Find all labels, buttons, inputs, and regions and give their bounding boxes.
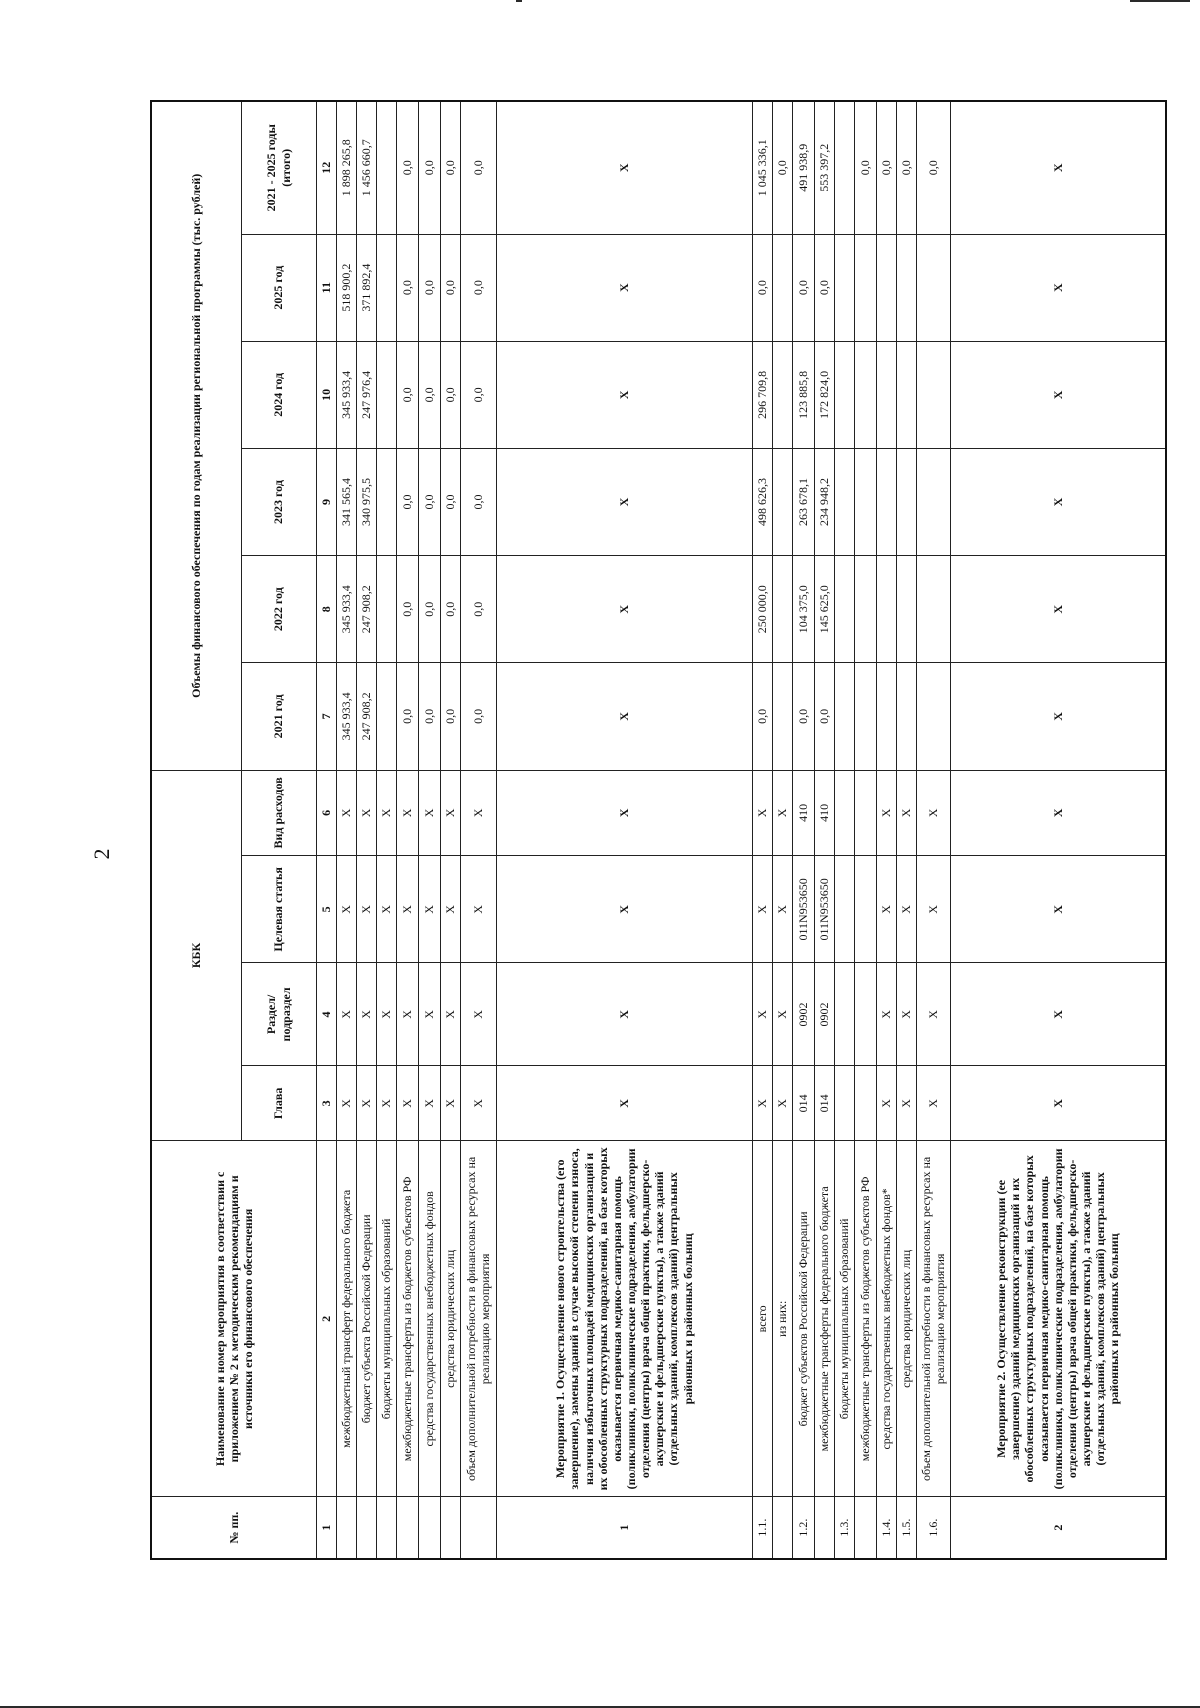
table-row — [440, 101, 460, 1559]
value-2024 — [854, 341, 876, 448]
header-year-2025: 2025 год — [241, 234, 316, 341]
value-total: 0,0 — [460, 101, 496, 234]
row-name: средства юридических лиц — [896, 1141, 916, 1497]
value-2025: 0,0 — [814, 234, 834, 341]
value-2025: 0,0 — [396, 234, 418, 341]
value-2021: 0,0 — [440, 663, 460, 770]
row-number — [854, 1497, 876, 1559]
value-2021: 0,0 — [792, 663, 814, 770]
value-total: 0,0 — [418, 101, 440, 234]
column-number: 3 — [316, 1066, 336, 1141]
header-year-2024: 2024 год — [241, 341, 316, 448]
kbk-vid-cell: Х — [772, 770, 792, 856]
header-col-no: № пп. — [151, 1497, 316, 1559]
value-total: 0,0 — [396, 101, 418, 234]
value-total: 0,0 — [772, 101, 792, 234]
kbk-statya-cell: Х — [772, 856, 792, 963]
column-number: 2 — [316, 1141, 336, 1497]
value-2022 — [834, 556, 854, 663]
kbk-razdel-cell: Х — [440, 963, 460, 1066]
value-2025 — [896, 234, 916, 341]
header-kbk: КБК — [151, 770, 241, 1141]
value-2025 — [854, 234, 876, 341]
value-2022: 145 625,0 — [814, 556, 834, 663]
scan-mark — [516, 0, 522, 2]
kbk-vid-cell: 410 — [814, 770, 834, 856]
value-2021: 247 908,2 — [356, 663, 376, 770]
header-kbk-razdel: Раздел/ подраздел — [241, 963, 316, 1066]
kbk-vid-cell: Х — [376, 770, 396, 856]
kbk-statya-cell: Х — [896, 856, 916, 963]
value-2021: 0,0 — [396, 663, 418, 770]
value-2023: 263 678,1 — [792, 448, 814, 555]
kbk-razdel-cell: Х — [916, 963, 950, 1066]
kbk-glava-cell: Х — [356, 1066, 376, 1141]
value-2022 — [876, 556, 896, 663]
value-2022: 0,0 — [396, 556, 418, 663]
value-2022 — [772, 556, 792, 663]
value-2021 — [376, 663, 396, 770]
row-number — [336, 1497, 356, 1559]
kbk-vid-cell: Х — [950, 770, 1166, 856]
row-number: 1.3. — [834, 1497, 854, 1559]
value-2024: 172 824,0 — [814, 341, 834, 448]
kbk-statya-cell: 011N953650 — [814, 856, 834, 963]
kbk-vid-cell: Х — [356, 770, 376, 856]
kbk-glava-cell: Х — [396, 1066, 418, 1141]
kbk-vid-cell: 410 — [792, 770, 814, 856]
kbk-glava-cell: 014 — [792, 1066, 814, 1141]
value-2022 — [376, 556, 396, 663]
value-total: 0,0 — [854, 101, 876, 234]
financing-table — [150, 100, 1167, 1560]
column-number: 10 — [316, 341, 336, 448]
kbk-razdel-cell: Х — [376, 963, 396, 1066]
row-name: межбюджетные трансферты из бюджетов субъектов РФ — [396, 1141, 418, 1497]
kbk-statya-cell: Х — [752, 856, 772, 963]
value-2023: 0,0 — [440, 448, 460, 555]
value-2023 — [834, 448, 854, 555]
kbk-razdel-cell: Х — [752, 963, 772, 1066]
kbk-glava-cell: Х — [460, 1066, 496, 1141]
header-kbk-glava: Глава — [241, 1066, 316, 1141]
value-total: 1 045 336,1 — [752, 101, 772, 234]
column-number: 6 — [316, 770, 336, 856]
value-2023: Х — [496, 448, 752, 555]
value-2023 — [772, 448, 792, 555]
kbk-razdel-cell — [854, 963, 876, 1066]
row-name: бюджет субъектов Российской Федерации — [792, 1141, 814, 1497]
kbk-glava-cell: Х — [336, 1066, 356, 1141]
value-total: 491 938,9 — [792, 101, 814, 234]
row-name: Мероприятие 2. Осуществление реконструкции (ее завершение) зданий медицинских организаций и их обособленных структурных подразделений, на базе которых оказывается первичная медико-санитарная помощь (поликлиники, поликлинические подразделения, амбулатории отделения (центры) врача общей практики, фельдшерско-акушерские и фельдшерские пункты), а также зданий (отдельных зданий, комплексов зданий) центральных районных и районных больниц — [950, 1141, 1166, 1497]
kbk-vid-cell: Х — [876, 770, 896, 856]
kbk-statya-cell: Х — [876, 856, 896, 963]
value-2022 — [896, 556, 916, 663]
row-number: 1 — [496, 1497, 752, 1559]
kbk-glava-cell: Х — [876, 1066, 896, 1141]
kbk-razdel-cell: Х — [896, 963, 916, 1066]
row-number — [460, 1497, 496, 1559]
value-2021 — [876, 663, 896, 770]
value-2025: 0,0 — [792, 234, 814, 341]
kbk-statya-cell: Х — [496, 856, 752, 963]
value-total: 553 397,2 — [814, 101, 834, 234]
row-number: 2 — [950, 1497, 1166, 1559]
kbk-vid-cell: Х — [336, 770, 356, 856]
value-2023 — [916, 448, 950, 555]
kbk-vid-cell: Х — [440, 770, 460, 856]
value-2023 — [854, 448, 876, 555]
value-2023 — [376, 448, 396, 555]
row-name: средства государственных внебюджетных фондов — [418, 1141, 440, 1497]
table-row — [916, 101, 950, 1559]
value-2023: Х — [950, 448, 1166, 555]
value-2024: 345 933,4 — [336, 341, 356, 448]
kbk-vid-cell: Х — [396, 770, 418, 856]
value-2021 — [916, 663, 950, 770]
page-number: 2 — [89, 848, 114, 860]
value-2024: 247 976,4 — [356, 341, 376, 448]
value-total — [376, 101, 396, 234]
table-row — [792, 101, 814, 1559]
column-number: 9 — [316, 448, 336, 555]
row-name: средства государственных внебюджетных фондов* — [876, 1141, 896, 1497]
value-2025: Х — [496, 234, 752, 341]
column-number: 5 — [316, 856, 336, 963]
table-row — [854, 101, 876, 1559]
row-number: 1.2. — [792, 1497, 814, 1559]
value-2022: 0,0 — [418, 556, 440, 663]
value-2022: Х — [496, 556, 752, 663]
value-2024 — [772, 341, 792, 448]
row-name: из них: — [772, 1141, 792, 1497]
kbk-vid-cell — [854, 770, 876, 856]
header-row-1 — [151, 101, 241, 1559]
header-year-2021: 2021 год — [241, 663, 316, 770]
kbk-vid-cell — [834, 770, 854, 856]
kbk-statya-cell: Х — [460, 856, 496, 963]
kbk-vid-cell: Х — [418, 770, 440, 856]
row-name: Мероприятие 1. Осуществление нового строительства (его завершение), замены зданий в случае высокой степени износа, наличия избыточных площадей медицинских организаций и их обособленных структурных подразделений, на базе которых оказывается первичная медико-санитарная помощь (поликлиники, поликлинические подразделения, амбулатории отделения (центры) врача общей практики, фельдшерско-акушерские и фельдшерские пункты), а также зданий (отдельных зданий, комплексов зданий) центральных районных и районных больниц — [496, 1141, 752, 1497]
kbk-glava-cell: Х — [440, 1066, 460, 1141]
kbk-statya-cell: Х — [376, 856, 396, 963]
value-2024 — [834, 341, 854, 448]
rotated-page — [150, 100, 1122, 1560]
row-number — [418, 1497, 440, 1559]
header-kbk-vid: Вид расходов — [241, 770, 316, 856]
kbk-glava-cell: 014 — [814, 1066, 834, 1141]
table-row — [376, 101, 396, 1559]
column-number: 12 — [316, 101, 336, 234]
value-2024 — [376, 341, 396, 448]
column-number-row — [316, 101, 336, 1559]
value-2021: 0,0 — [460, 663, 496, 770]
row-name: бюджет субъекта Российской Федерации — [356, 1141, 376, 1497]
value-2024: Х — [496, 341, 752, 448]
row-number — [772, 1497, 792, 1559]
table-row — [396, 101, 418, 1559]
value-2025: 0,0 — [440, 234, 460, 341]
value-2024 — [896, 341, 916, 448]
value-2021: 0,0 — [814, 663, 834, 770]
value-2025: 0,0 — [460, 234, 496, 341]
value-2023 — [876, 448, 896, 555]
table-row — [896, 101, 916, 1559]
value-2025: 371 892,4 — [356, 234, 376, 341]
row-name: объем дополнительной потребности в финансовых ресурсах на реализацию мероприятия — [916, 1141, 950, 1497]
value-2023: 340 975,5 — [356, 448, 376, 555]
value-total: 0,0 — [916, 101, 950, 234]
table-row — [772, 101, 792, 1559]
kbk-vid-cell: Х — [496, 770, 752, 856]
kbk-razdel-cell: Х — [772, 963, 792, 1066]
row-number: 1.4. — [876, 1497, 896, 1559]
value-2022: 247 908,2 — [356, 556, 376, 663]
kbk-razdel-cell: Х — [460, 963, 496, 1066]
header-year-2022: 2022 год — [241, 556, 316, 663]
value-total: 0,0 — [440, 101, 460, 234]
row-name: межбюджетный трансферт федерального бюджета — [336, 1141, 356, 1497]
value-2021: Х — [950, 663, 1166, 770]
table-row — [814, 101, 834, 1559]
value-total: Х — [496, 101, 752, 234]
kbk-vid-cell: Х — [460, 770, 496, 856]
value-2022 — [916, 556, 950, 663]
value-2024: Х — [950, 341, 1166, 448]
value-2021: 0,0 — [752, 663, 772, 770]
kbk-statya-cell: 011N953650 — [792, 856, 814, 963]
kbk-vid-cell: Х — [916, 770, 950, 856]
kbk-razdel-cell: Х — [356, 963, 376, 1066]
value-2024: 0,0 — [440, 341, 460, 448]
kbk-razdel-cell: 0902 — [814, 963, 834, 1066]
value-2024: 123 885,8 — [792, 341, 814, 448]
kbk-glava-cell: Х — [376, 1066, 396, 1141]
kbk-statya-cell: Х — [950, 856, 1166, 963]
scan-mark — [1130, 0, 1190, 2]
kbk-statya-cell — [834, 856, 854, 963]
row-number — [356, 1497, 376, 1559]
value-2022: 0,0 — [460, 556, 496, 663]
value-2023: 0,0 — [396, 448, 418, 555]
value-total: 0,0 — [876, 101, 896, 234]
table-row — [356, 101, 376, 1559]
value-2023: 0,0 — [460, 448, 496, 555]
value-2025 — [834, 234, 854, 341]
table-row — [460, 101, 496, 1559]
kbk-razdel-cell: Х — [950, 963, 1166, 1066]
kbk-razdel-cell: Х — [496, 963, 752, 1066]
kbk-statya-cell: Х — [418, 856, 440, 963]
row-number — [376, 1497, 396, 1559]
value-2025: 0,0 — [418, 234, 440, 341]
value-2022: 0,0 — [440, 556, 460, 663]
value-2024 — [916, 341, 950, 448]
kbk-glava-cell — [834, 1066, 854, 1141]
kbk-statya-cell: Х — [396, 856, 418, 963]
kbk-razdel-cell: Х — [876, 963, 896, 1066]
value-2023: 0,0 — [418, 448, 440, 555]
value-total: 1 456 660,7 — [356, 101, 376, 234]
value-2025: 518 900,2 — [336, 234, 356, 341]
kbk-glava-cell: Х — [916, 1066, 950, 1141]
value-2024 — [876, 341, 896, 448]
value-2022: 104 375,0 — [792, 556, 814, 663]
value-2024: 296 709,8 — [752, 341, 772, 448]
row-number: 1.5. — [896, 1497, 916, 1559]
kbk-glava-cell: Х — [418, 1066, 440, 1141]
value-2024: 0,0 — [396, 341, 418, 448]
header-volumes: Объемы финансового обеспечения по годам реализации региональной программы (тыс. рублей) — [151, 101, 241, 770]
column-number: 7 — [316, 663, 336, 770]
table-row — [496, 101, 752, 1559]
table-row — [752, 101, 772, 1559]
column-number: 1 — [316, 1497, 336, 1559]
value-2025: 0,0 — [752, 234, 772, 341]
kbk-glava-cell: Х — [772, 1066, 792, 1141]
value-2022 — [854, 556, 876, 663]
kbk-razdel-cell — [834, 963, 854, 1066]
header-total: 2021 - 2025 годы (итого) — [241, 101, 316, 234]
value-total: Х — [950, 101, 1166, 234]
row-number: 1.1. — [752, 1497, 772, 1559]
kbk-razdel-cell: 0902 — [792, 963, 814, 1066]
row-name: межбюджетные трансферты из бюджетов субъектов РФ — [854, 1141, 876, 1497]
kbk-statya-cell: Х — [916, 856, 950, 963]
column-number: 4 — [316, 963, 336, 1066]
value-2021: Х — [496, 663, 752, 770]
kbk-razdel-cell: Х — [396, 963, 418, 1066]
value-2025: Х — [950, 234, 1166, 341]
header-year-2023: 2023 год — [241, 448, 316, 555]
row-name: бюджеты муниципальных образований — [376, 1141, 396, 1497]
table-row — [876, 101, 896, 1559]
value-2021 — [834, 663, 854, 770]
value-2021 — [854, 663, 876, 770]
header-col-name: Наименование и номер мероприятия в соответствии с приложением № 2 к методическим рекомендациям и источники его финансового обеспечения — [151, 1141, 316, 1497]
value-2023 — [896, 448, 916, 555]
value-2025 — [876, 234, 896, 341]
row-number — [814, 1497, 834, 1559]
value-2024: 0,0 — [418, 341, 440, 448]
value-total: 1 898 265,8 — [336, 101, 356, 234]
table-row — [950, 101, 1166, 1559]
row-name: объем дополнительной потребности в финансовых ресурсах на реализацию мероприятия — [460, 1141, 496, 1497]
kbk-razdel-cell: Х — [418, 963, 440, 1066]
column-number: 8 — [316, 556, 336, 663]
value-2021: 0,0 — [418, 663, 440, 770]
value-2021 — [896, 663, 916, 770]
value-2025 — [772, 234, 792, 341]
value-2025 — [376, 234, 396, 341]
kbk-glava-cell: Х — [896, 1066, 916, 1141]
row-name: средства юридических лиц — [440, 1141, 460, 1497]
row-name: межбюджетные трансферты федерального бюджета — [814, 1141, 834, 1497]
column-number: 11 — [316, 234, 336, 341]
value-total — [834, 101, 854, 234]
value-2025 — [916, 234, 950, 341]
value-2023: 341 565,4 — [336, 448, 356, 555]
row-number — [440, 1497, 460, 1559]
row-number: 1.6. — [916, 1497, 950, 1559]
value-2021 — [772, 663, 792, 770]
table-row — [418, 101, 440, 1559]
kbk-vid-cell: Х — [752, 770, 772, 856]
value-2022: 345 933,4 — [336, 556, 356, 663]
value-2023: 498 626,3 — [752, 448, 772, 555]
value-2023: 234 948,2 — [814, 448, 834, 555]
row-name: бюджеты муниципальных образований — [834, 1141, 854, 1497]
kbk-vid-cell: Х — [896, 770, 916, 856]
value-2022: Х — [950, 556, 1166, 663]
table-row — [336, 101, 356, 1559]
kbk-statya-cell: Х — [356, 856, 376, 963]
value-2021: 345 933,4 — [336, 663, 356, 770]
kbk-razdel-cell: Х — [336, 963, 356, 1066]
table-row — [834, 101, 854, 1559]
value-2024: 0,0 — [460, 341, 496, 448]
kbk-glava-cell — [854, 1066, 876, 1141]
row-name: всего — [752, 1141, 772, 1497]
value-2022: 250 000,0 — [752, 556, 772, 663]
kbk-glava-cell: Х — [752, 1066, 772, 1141]
value-total: 0,0 — [896, 101, 916, 234]
row-number — [396, 1497, 418, 1559]
kbk-glava-cell: Х — [950, 1066, 1166, 1141]
header-kbk-statya: Целевая статья — [241, 856, 316, 963]
kbk-statya-cell: Х — [336, 856, 356, 963]
kbk-statya-cell — [854, 856, 876, 963]
kbk-glava-cell: Х — [496, 1066, 752, 1141]
kbk-statya-cell: Х — [440, 856, 460, 963]
